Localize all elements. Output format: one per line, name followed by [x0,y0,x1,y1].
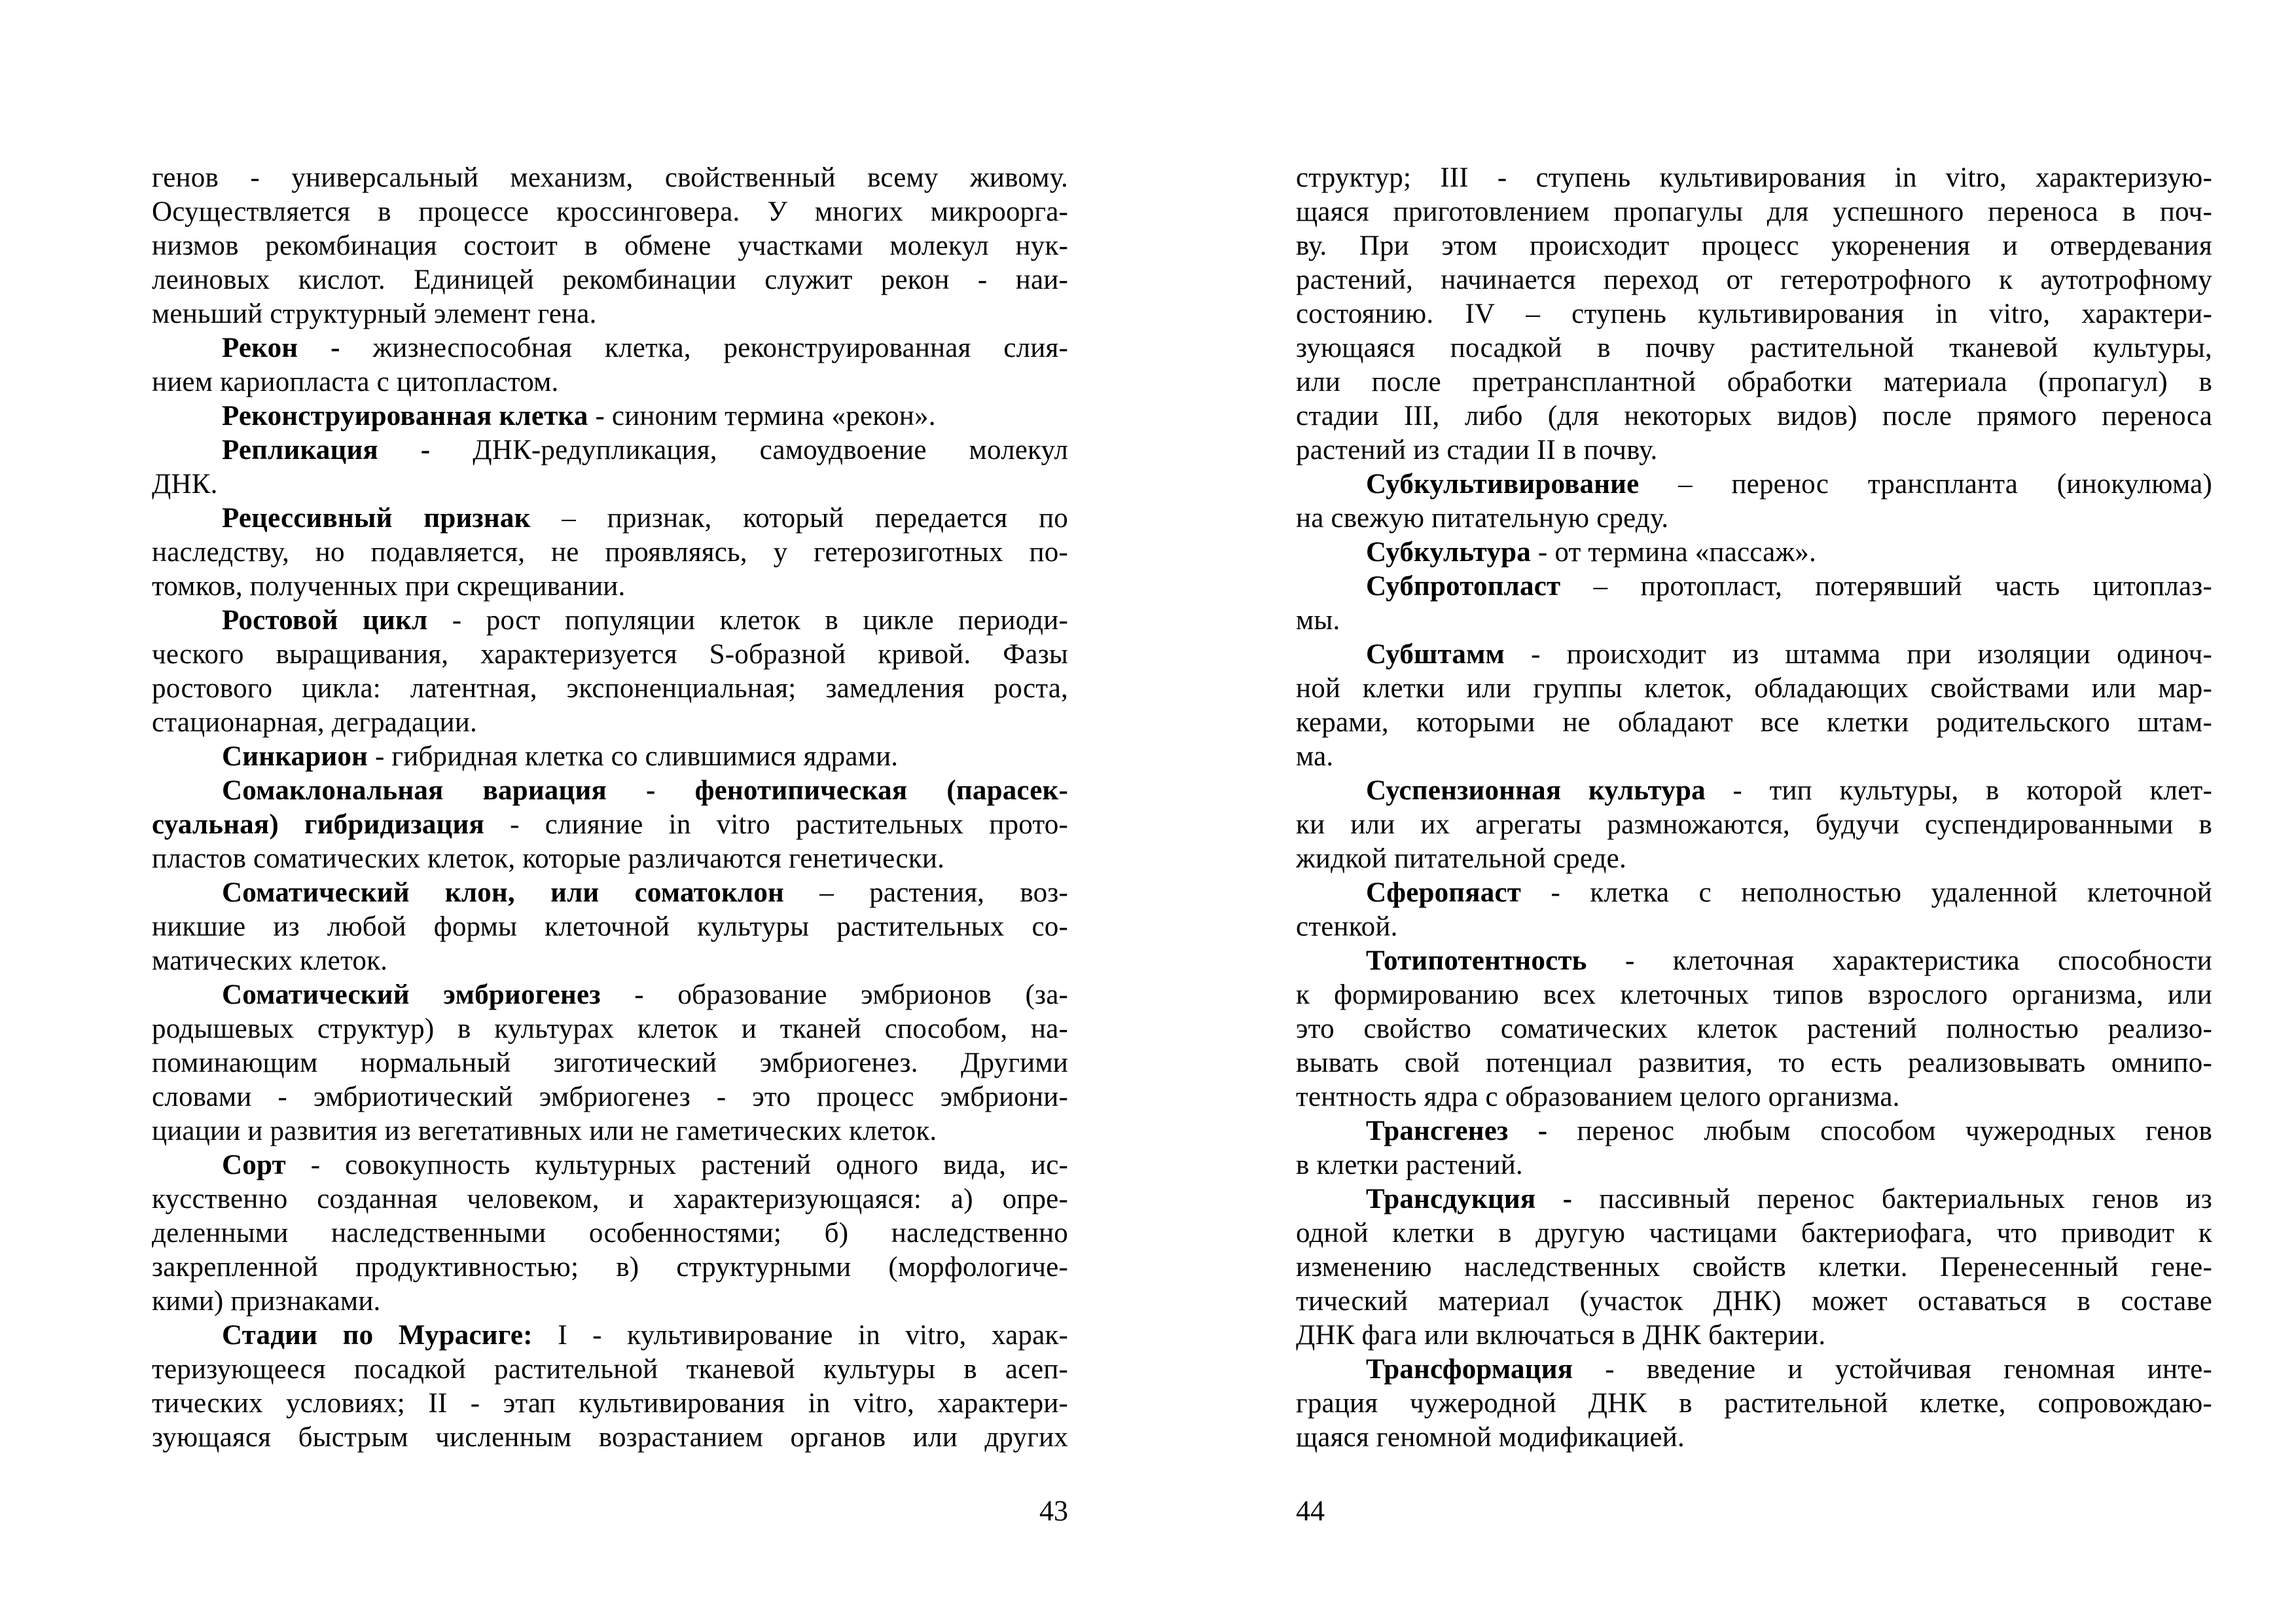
body-text: пластов соматических клеток, которые различаются генетически. [152,843,945,874]
body-text: ма. [1296,741,1334,772]
text-line [152,944,1068,978]
body-text: - введение и устойчивая геномная инте- [1573,1354,2212,1385]
text-line [1296,604,2212,638]
text-line [152,570,1068,604]
body-text: словами - эмбриотический эмбриогенез - это процесс эмбриони- [152,1082,1068,1112]
text-line [1296,842,2212,876]
body-text: - совокупность культурных растений одного вида, ис- [285,1150,1068,1180]
body-text: жидкой питательной среде. [1296,843,1626,874]
body-text: мы. [1296,605,1340,636]
body-text: – протопласт, потерявший часть цитоплаз- [1560,571,2212,602]
body-text: - клеточная характеристика способности [1587,945,2212,976]
text-line [1296,229,2212,263]
text-line [1296,808,2212,842]
body-text: - тип культуры, в которой клет- [1705,775,2212,806]
body-text: состоянию. IV – ступень культивирования in vitro, характери- [1296,299,2212,329]
text-line [1296,910,2212,944]
body-text: леиновых кислот. Единицей рекомбинации служит рекон - наи- [152,264,1068,295]
page-44-text-block [1296,161,2212,1455]
text-line [152,774,1068,808]
body-text: жизнеспособная клетка, реконструированная слия- [340,333,1068,363]
text-line [152,1216,1068,1250]
body-text: ДНК. [152,469,218,500]
glossary-term: Трансформация [1366,1354,1573,1385]
text-line [1296,433,2212,467]
text-line [152,842,1068,876]
text-line [152,536,1068,570]
body-text: - слияние in vitro растительных прото- [484,809,1068,840]
glossary-term: Суспензионная культура [1366,775,1706,806]
body-text: изменению наследственных свойств клетки. Перенесенный гене- [1296,1252,2212,1283]
glossary-term: Трансгенез - [1366,1116,1548,1146]
text-line [152,1250,1068,1285]
text-line [1296,501,2212,536]
body-text: грация чужеродной ДНК в растительной клетке, сопровождаю- [1296,1388,2212,1419]
glossary-term: Сорт [222,1150,286,1180]
body-text: ву. При этом происходит процесс укоренения и отвердевания [1296,230,2212,261]
text-line [1296,297,2212,331]
body-text: поминающим нормальный зиготический эмбриогенез. Другими [152,1048,1068,1078]
text-line [1296,1148,2212,1182]
page-43-number: 43 [1039,1495,1068,1527]
body-text: тический материал (участок ДНК) может оставаться в составе [1296,1286,2212,1317]
text-line [1296,365,2212,399]
text-line [152,1285,1068,1319]
text-line [1296,570,2212,604]
body-text: ной клетки или группы клеток, обладающих свойствами или мар- [1296,673,2212,704]
body-text: растений из стадии II в почву. [1296,435,1658,465]
body-text: щаяся приготовлением пропагулы для успешного переноса в поч- [1296,196,2212,227]
text-line [152,297,1068,331]
body-text: ки или их агрегаты размножаются, будучи суспендированными в [1296,809,2212,840]
body-text: это свойство соматических клеток растений полностью реализо- [1296,1013,2212,1044]
body-text: генов - универсальный механизм, свойственный всему живому. [152,162,1068,193]
text-line [1296,263,2212,297]
text-line [152,1046,1068,1080]
body-text: закрепленной продуктивностью; в) структурными (морфологиче- [152,1252,1068,1283]
body-text: ДНК фага или включаться в ДНК бактерии. [1296,1320,1826,1351]
text-line [152,365,1068,399]
body-text: деленными наследственными особенностями; б) наследственно [152,1218,1068,1249]
text-line [152,1012,1068,1046]
text-line [152,1421,1068,1455]
text-line [1296,1012,2212,1046]
text-line [1296,1250,2212,1285]
body-text: растений, начинается переход от гетеротрофного к аутотрофному [1296,264,2212,295]
body-text: на свежую питательную среду. [1296,503,1669,534]
glossary-term: Субпротопласт [1366,571,1561,602]
body-text: пассивный перенос бактериальных генов из [1572,1184,2212,1214]
text-line [152,672,1068,706]
text-line [1296,1319,2212,1353]
body-text: - клетка с неполностью удаленной клеточной [1521,877,2212,908]
glossary-term: Репликация - [222,435,431,465]
body-text: - от термина «пассаж». [1530,537,1816,568]
body-text: Осуществляется в процессе кроссинговера. У многих микроорга- [152,196,1068,227]
text-line [1296,1080,2212,1114]
body-text: зующаяся посадкой в почву растительной тканевой культуры, [1296,333,2212,363]
text-line [1296,706,2212,740]
body-text: никшие из любой формы клеточной культуры растительных со- [152,911,1068,942]
text-line [152,1080,1068,1114]
body-text: томков, полученных при скрещивании. [152,571,626,602]
body-text: матических клеток. [152,945,388,976]
glossary-term: Тотипотентность [1366,945,1587,976]
glossary-term: Рекон - [222,333,340,363]
body-text: стенкой. [1296,911,1398,942]
text-line [1296,1114,2212,1148]
text-line [152,161,1068,195]
text-line [152,331,1068,365]
body-text: стационарная, деградации. [152,707,477,738]
text-line [1296,1285,2212,1319]
text-line [1296,672,2212,706]
text-line [152,433,1068,467]
body-text: или после претрансплантной обработки материала (пропагул) в [1296,367,2212,397]
text-line [1296,1182,2212,1216]
text-line [1296,1353,2212,1387]
body-text: I - культивирование in vitro, харак- [532,1320,1068,1351]
text-line [1296,467,2212,501]
text-line [1296,978,2212,1012]
body-text: - гибридная клетка со слившимися ядрами. [368,741,899,772]
text-line [152,399,1068,433]
glossary-term: Ростовой цикл [222,605,428,636]
body-text: низмов рекомбинация состоит в обмене участками молекул нук- [152,230,1068,261]
body-text: в клетки растений. [1296,1150,1523,1180]
text-line [1296,331,2212,365]
body-text: меньший структурный элемент гена. [152,299,597,329]
body-text: родышевых структур) в культурах клеток и тканей способом, на- [152,1013,1068,1044]
body-text: циации и развития из вегетативных или не гаметических клеток. [152,1116,937,1146]
body-text: тентность ядра с образованием целого организма. [1296,1082,1900,1112]
text-line [152,1182,1068,1216]
text-line [152,501,1068,536]
text-line [1296,1421,2212,1455]
text-line [152,1319,1068,1353]
body-text: вывать свой потенциал развития, то есть реализовывать омнипо- [1296,1048,2212,1078]
text-line [152,740,1068,774]
text-line [152,195,1068,229]
body-text: нием кариопласта с цитопластом. [152,367,559,397]
glossary-term: Трансдукция - [1366,1184,1573,1214]
glossary-term: Реконструированная клетка [222,401,588,431]
body-text: – признак, который передается по [530,503,1068,534]
body-text: ческого выращивания, характеризуется S-образной кривой. Фазы [152,639,1068,670]
body-text: перенос любым способом чужеродных генов [1547,1116,2212,1146]
body-text: стадии III, либо (для некоторых видов) после прямого переноса [1296,401,2212,431]
text-line [152,467,1068,501]
body-text: керами, которыми не обладают все клетки родительского штам- [1296,707,2212,738]
body-text: одной клетки в другую частицами бактериофага, что приводит к [1296,1218,2212,1249]
glossary-term: Субкультура [1366,537,1531,568]
glossary-term: Рецессивный признак [222,503,531,534]
text-line [1296,1046,2212,1080]
body-text: кусственно созданная человеком, и характеризующаяся: а) опре- [152,1184,1068,1214]
glossary-term: Сферопяаст [1366,877,1522,908]
glossary-term: суальная) гибридизация [152,809,484,840]
text-line [152,604,1068,638]
body-text: теризующееся посадкой растительной тканевой культуры в асеп- [152,1354,1068,1385]
body-text: щаяся геномной модификацией. [1296,1422,1685,1453]
text-line [1296,638,2212,672]
text-line [152,638,1068,672]
text-line [1296,944,2212,978]
body-text: – перенос транспланта (инокулюма) [1639,469,2212,500]
text-line [152,706,1068,740]
page-44-number: 44 [1296,1495,1325,1527]
text-line [152,1148,1068,1182]
glossary-term: Соматический эмбриогенез [222,979,601,1010]
body-text: наследству, но подавляется, не проявляясь, у гетерозиготных по- [152,537,1068,568]
text-line [152,978,1068,1012]
body-text: - образование эмбрионов (за- [600,979,1068,1010]
text-line [152,910,1068,944]
text-line [152,1353,1068,1387]
body-text: - происходит из штамма при изоляции одиноч- [1505,639,2212,670]
text-line [152,876,1068,910]
page-43-text-block [152,161,1068,1455]
text-line [1296,1216,2212,1250]
body-text: ДНК-редупликация, самоудвоение молекул [430,435,1068,465]
body-text: кими) признаками. [152,1286,381,1317]
body-text: тических условиях; II - этап культивирования in vitro, характери- [152,1388,1068,1419]
text-line [152,808,1068,842]
glossary-term: Соматический клон, или соматоклон [222,877,785,908]
text-line [152,229,1068,263]
glossary-term: Стадии по Мурасиге: [222,1320,533,1351]
body-text: - рост популяции клеток в цикле периоди- [427,605,1068,636]
text-line [1296,774,2212,808]
text-line [152,1114,1068,1148]
body-text: ростового цикла: латентная, экспоненциальная; замедления роста, [152,673,1068,704]
text-line [152,263,1068,297]
text-line [1296,399,2212,433]
glossary-term: Синкарион [222,741,368,772]
glossary-term: Сомаклональная вариация - фенотипическая (парасек- [222,775,1068,806]
text-line [1296,536,2212,570]
text-line [152,1387,1068,1421]
text-line [1296,1387,2212,1421]
text-line [1296,740,2212,774]
glossary-term: Субкультивирование [1366,469,1640,500]
text-line [1296,161,2212,195]
text-line [1296,876,2212,910]
text-line [1296,195,2212,229]
body-text: структур; III - ступень культивирования in vitro, характеризую- [1296,162,2212,193]
body-text: к формированию всех клеточных типов взрослого организма, или [1296,979,2212,1010]
glossary-term: Субштамм [1366,639,1505,670]
body-text: – растения, воз- [784,877,1068,908]
body-text: - синоним термина «рекон». [588,401,936,431]
body-text: зующаяся быстрым численным возрастанием органов или других [152,1422,1068,1453]
